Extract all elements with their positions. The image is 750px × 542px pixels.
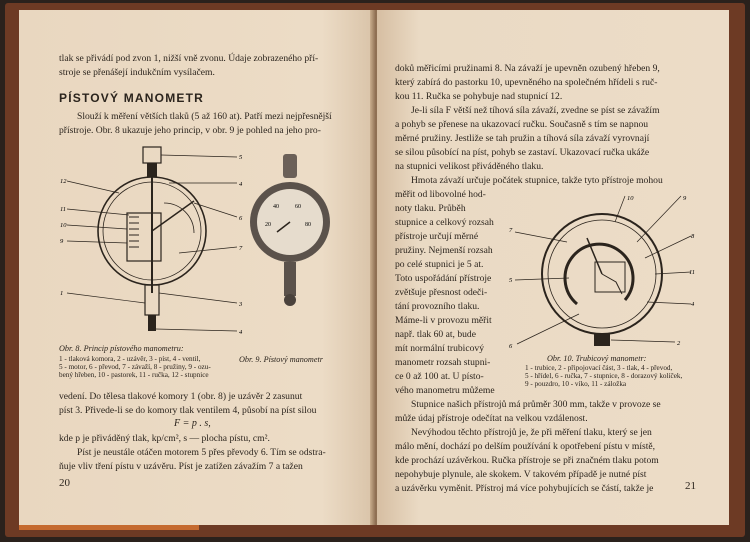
- left-body-line: ňuje vliv tření pístu v uzávěru. Píst je zatížen závažím 7 a tažen: [59, 461, 303, 472]
- left-body-line: vedení. Do tělesa tlakové komory 1 (obr. 8) je uzávěr 2 zasunut: [59, 391, 303, 402]
- svg-text:10: 10: [627, 195, 634, 202]
- page-number-left: 20: [59, 477, 70, 489]
- right-line: na stupnici velikost přiváděného tlaku.: [395, 161, 544, 172]
- right-wrap-line: manometr rozsah stupni-: [395, 357, 491, 368]
- right-line: se silou působící na píst, pohyb se zastaví. Ukazovací ručka ukáže: [395, 147, 650, 158]
- figure-8-piston-manometer-diagram: [59, 143, 249, 343]
- right-line: který zabírá do pastorku 10, upevněného na společném hřídeli s ruč-: [395, 77, 658, 88]
- pressure-equation: F = p . s,: [174, 418, 211, 429]
- right-body-line: Nevýhodou těchto přístrojů je, že při měření tlaku, který se jen: [411, 427, 652, 438]
- figure-10-caption-title: Obr. 10. Trubicový manometr:: [547, 354, 647, 363]
- left-intro-line: stroje se přenášejí indukčním vysílačem.: [59, 67, 215, 78]
- right-line: Je-li síla F větší než tíhová síla závaží, zvedne se píst se závažím: [411, 105, 660, 116]
- right-wrap-line: např. tlak 60 at, bude: [395, 329, 476, 340]
- right-wrap-line: mít normální trubicový: [395, 343, 484, 354]
- figure-10-legend: 9 - pouzdro, 10 - víko, 11 - záložka: [525, 380, 627, 388]
- svg-text:5: 5: [239, 154, 243, 161]
- right-page: [377, 10, 729, 525]
- svg-text:80: 80: [305, 222, 311, 228]
- svg-text:6: 6: [239, 215, 243, 222]
- svg-text:60: 60: [295, 204, 301, 210]
- right-wrap-line: vého manometru můžeme: [395, 385, 495, 396]
- section-heading: PÍSTOVÝ MANOMETR: [59, 91, 204, 105]
- right-line: Hmota závaží určuje počátek stupnice, takže tyto přístroje mohou: [411, 175, 663, 186]
- right-body-line: může údaj přístroje odečítat na velkou vzdálenost.: [395, 413, 588, 424]
- right-wrap-line: po celé stupnici je 5 at.: [395, 259, 484, 270]
- right-wrap-line: tání provozního tlaku.: [395, 301, 480, 312]
- svg-text:10: 10: [60, 222, 67, 229]
- right-line: kou 11. Ručka se pohybuje nad stupnicí 12.: [395, 91, 563, 102]
- svg-text:4: 4: [691, 301, 695, 308]
- page-number-right: 21: [685, 480, 696, 492]
- left-paragraph-line: Slouží k měření větších tlaků (5 až 160 at). Patří mezi nejpřesnější: [77, 111, 332, 122]
- figure-10-legend: 5 - hřídel, 6 - ručka, 7 - stupnice, 8 - dorazový kolíček,: [525, 372, 683, 380]
- svg-text:20: 20: [265, 222, 271, 228]
- left-body-line: kde p je přiváděný tlak, kp/cm², s — plocha pístu, cm².: [59, 433, 270, 444]
- right-body-line: málo mění, dochází po delším používání k opotřebení pístu v místě,: [395, 441, 656, 452]
- right-line: a pohyb se přenese na ukazovací ručku. Současně s tím se napnou: [395, 119, 649, 130]
- svg-text:4: 4: [239, 329, 243, 336]
- right-body-line: a uzávěrku vyměnit. Přístroj má více pohybujících se částí, takže je: [395, 483, 654, 494]
- svg-text:12: 12: [60, 178, 67, 185]
- right-wrap-line: noty tlaku. Průběh: [395, 203, 466, 214]
- svg-text:40: 40: [273, 204, 279, 210]
- svg-text:9: 9: [60, 238, 64, 245]
- figure-9-manometer-drawing: [247, 150, 335, 310]
- svg-text:11: 11: [60, 206, 67, 213]
- svg-text:7: 7: [509, 227, 513, 234]
- svg-text:1: 1: [60, 290, 64, 297]
- svg-text:6: 6: [509, 343, 513, 350]
- right-wrap-line: pružiny. Nejmenší rozsah: [395, 245, 493, 256]
- left-page: [19, 10, 375, 525]
- figure-8-caption-title: Obr. 8. Princip pístového manometru:: [59, 344, 184, 353]
- svg-text:2: 2: [677, 340, 681, 347]
- figure-8-legend: 5 - motor, 6 - převod, 7 - závaží, 8 - pružiny, 9 - ozu-: [59, 363, 211, 371]
- left-intro-line: tlak se přivádí pod zvon 1, nižší vně zvonu. Údaje zobrazeného pří-: [59, 53, 319, 64]
- right-wrap-line: zvětšuje přesnost odeči-: [395, 287, 488, 298]
- svg-text:7: 7: [239, 245, 243, 252]
- right-body-line: nepohybuje plynule, ale skokem. V takovém případě je nutné píst: [395, 469, 647, 480]
- right-body-line: Stupnice našich přístrojů má průměr 300 mm, takže v provoze se: [411, 399, 661, 410]
- right-wrap-line: Toto uspořádání přístroje: [395, 273, 492, 284]
- svg-text:3: 3: [239, 301, 243, 308]
- svg-text:9: 9: [683, 195, 687, 202]
- left-paragraph-line: přístroje. Obr. 8 ukazuje jeho princip, v obr. 9 je pohled na jeho pro-: [59, 125, 321, 136]
- figure-8-legend: bený hřeben, 10 - pastorek, 11 - ručka, 12 - stupnice: [59, 371, 209, 379]
- right-wrap-line: ce 0 až 100 at. U písto-: [395, 371, 484, 382]
- figure-10-legend: 1 - trubice, 2 - připojovací část, 3 - tlak, 4 - převod,: [525, 364, 673, 372]
- right-wrap-line: stupnice a celkový rozsah: [395, 217, 494, 228]
- figure-10-tube-manometer-diagram: [507, 192, 697, 352]
- figure-8-legend: 1 - tlaková komora, 2 - uzávěr, 3 - píst, 4 - ventil,: [59, 355, 201, 363]
- right-wrap-line: přístroje určují měrné: [395, 231, 479, 242]
- right-line: měřit od libovolné hod-: [395, 189, 486, 200]
- svg-text:11: 11: [689, 269, 696, 276]
- left-body-line: píst 3. Přivede-li se do komory tlak ventilem 4, působí na píst silou: [59, 405, 317, 416]
- figure-9-caption: Obr. 9. Pístový manometr: [239, 355, 323, 364]
- right-line: měrné pružiny. Jestliže se tah pružin a tíhová síla závaží vyrovnají: [395, 133, 650, 144]
- svg-text:4: 4: [239, 181, 243, 188]
- svg-text:8: 8: [691, 233, 695, 240]
- right-wrap-line: Máme-li v provozu měřit: [395, 315, 492, 326]
- svg-text:5: 5: [509, 277, 513, 284]
- right-body-line: kde prochází uzávěrkou. Ručka přístroje se při značném tlaku potom: [395, 455, 659, 466]
- left-body-line: Píst je neustále otáčen motorem 5 přes převody 6. Tím se odstra-: [77, 447, 326, 458]
- right-line: doků měřicími pružinami 8. Na závaží je upevněn ozubený hřeben 9,: [395, 63, 660, 74]
